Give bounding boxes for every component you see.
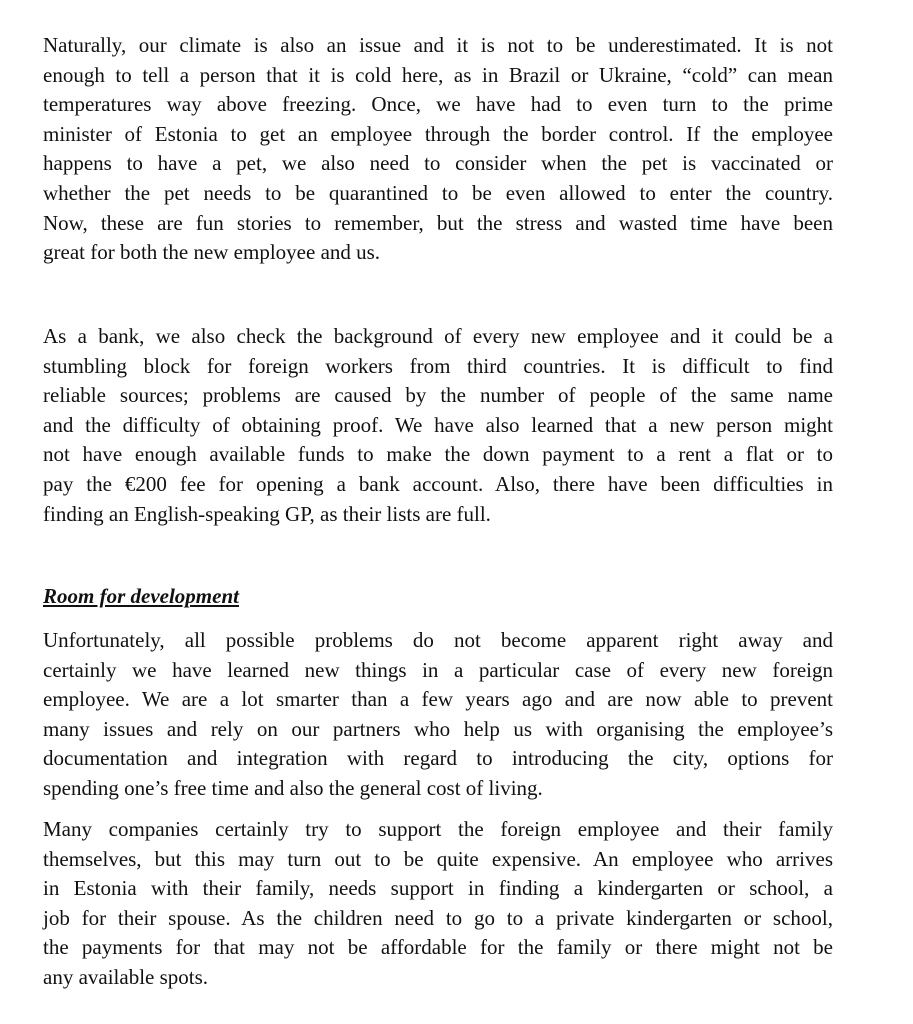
text-line: certainly we have learned new things in a particular case of every new foreign bbox=[43, 657, 833, 682]
text-line: documentation and integration with regard to introducing the city, options for bbox=[43, 746, 833, 771]
text-line: many issues and rely on our partners who help us with organising the employee’s bbox=[43, 716, 833, 741]
text-line: in Estonia with their family, needs support in finding a kindergarten or school, a bbox=[43, 876, 833, 901]
text-line: happens to have a pet, we also need to consider when the pet is vaccinated or bbox=[43, 151, 833, 176]
text-line: As a bank, we also check the background of every new employee and it could be a bbox=[43, 324, 833, 348]
text-line: any available spots. bbox=[43, 964, 209, 989]
paragraph-family-support bbox=[43, 815, 833, 993]
text-line: themselves, but this may turn out to be quite expensive. An employee who arrives bbox=[43, 846, 833, 871]
text-line: and the difficulty of obtaining proof. We have also learned that a new person might bbox=[43, 412, 833, 437]
text-line: spending one’s free time and also the general cost of living. bbox=[43, 775, 543, 800]
text-line: temperatures way above freezing. Once, we have had to even turn to the prime bbox=[43, 92, 833, 117]
text-line: Naturally, our climate is also an issue and it is not to be underestimated. It is not bbox=[43, 33, 833, 57]
text-line: Unfortunately, all possible problems do not become apparent right away and bbox=[43, 628, 833, 652]
text-line: finding an English-speaking GP, as their lists are full. bbox=[43, 501, 491, 526]
text-line: great for both the new employee and us. bbox=[43, 240, 381, 265]
text-line: enough to tell a person that it is cold here, as in Brazil or Ukraine, “cold” can mean bbox=[43, 62, 833, 87]
text-line: the payments for that may not be affordable for the family or there might not be bbox=[43, 935, 833, 960]
text-line: Many companies certainly try to support the foreign employee and their family bbox=[43, 817, 833, 841]
text-line: pay the €200 fee for opening a bank account. Also, there have been difficulties in bbox=[43, 471, 833, 496]
text-line: employee. We are a lot smarter than a few years ago and are now able to prevent bbox=[43, 687, 833, 712]
text-line: whether the pet needs to be quarantined to be even allowed to enter the country. bbox=[43, 180, 833, 205]
text-line: not have enough available funds to make the down payment to a rent a flat or to bbox=[43, 442, 833, 467]
text-line: minister of Estonia to get an employee through the border control. If the employee bbox=[43, 121, 833, 146]
text-line: stumbling block for foreign workers from third countries. It is difficult to find bbox=[43, 353, 833, 378]
paragraph-climate bbox=[43, 31, 833, 268]
text-line: job for their spouse. As the children need to go to a private kindergarten or school, bbox=[43, 905, 833, 930]
section-heading: Room for development bbox=[43, 584, 239, 608]
text-line: Now, these are fun stories to remember, but the stress and wasted time have been bbox=[43, 210, 833, 235]
text-line: reliable sources; problems are caused by the number of people of the same name bbox=[43, 383, 833, 408]
paragraph-room-for-development bbox=[43, 626, 833, 804]
paragraph-background-check bbox=[43, 322, 833, 529]
